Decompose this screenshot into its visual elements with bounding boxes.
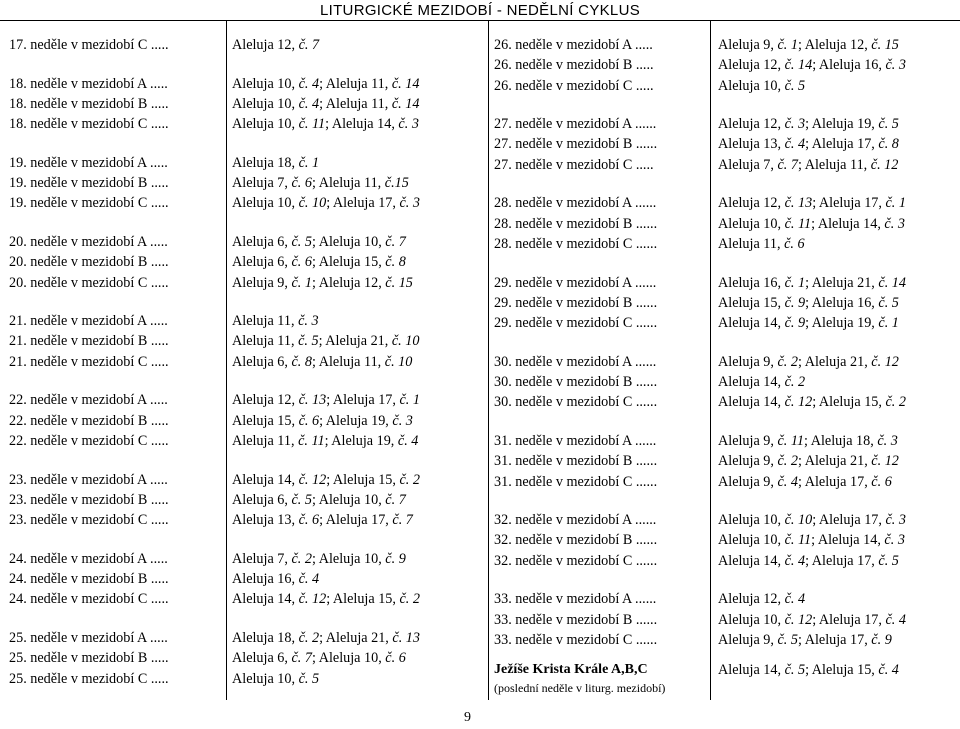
right-sunday-label: 30. neděle v mezidobí B ...... [494, 374, 658, 391]
left-sunday-label: 21. neděle v mezidobí A ..... [9, 313, 168, 330]
left-sunday-label: 20. neděle v mezidobí C ..... [9, 274, 169, 291]
left-sunday-label: 18. neděle v mezidobí A ..... [9, 75, 168, 92]
right-reading-label: Aleluja 14, č. 4; Aleluja 17, č. 5 [718, 552, 899, 569]
right-reading-label: Aleluja 9, č. 5; Aleluja 17, č. 9 [718, 631, 892, 648]
divider-left [226, 20, 227, 700]
left-sunday-label: 19. neděle v mezidobí B ..... [9, 175, 169, 192]
left-sunday-label: 20. neděle v mezidobí A ..... [9, 233, 168, 250]
left-reading-label: Aleluja 12, č. 7 [232, 37, 320, 53]
left-reading-label: Aleluja 6, č. 5; Aleluja 10, č. 7 [232, 233, 406, 250]
right-sunday-label: 33. neděle v mezidobí C ...... [494, 631, 658, 648]
left-reading-label: Aleluja 7, č. 6; Aleluja 11, č.15 [232, 175, 409, 192]
left-sunday-label: 24. neděle v mezidobí C ..... [9, 591, 169, 608]
left-reading-label: Aleluja 10, č. 11; Aleluja 14, č. 3 [232, 116, 419, 133]
king-sunday-reading: Aleluja 14, č. 5; Aleluja 15, č. 4 [718, 662, 899, 679]
left-reading-label: Aleluja 14, č. 12; Aleluja 15, č. 2 [232, 591, 420, 608]
right-sunday-label: 32. neděle v mezidobí C ...... [494, 552, 658, 569]
right-reading-label: Aleluja 12, č. 13; Aleluja 17, č. 1 [718, 195, 906, 212]
left-reading-label: Aleluja 10, č. 5 [232, 670, 320, 687]
right-readings-column [718, 35, 958, 681]
right-sunday-label: 30. neděle v mezidobí A ...... [494, 353, 657, 370]
left-reading-label: Aleluja 10, č. 4; Aleluja 11, č. 14 [232, 95, 420, 112]
right-reading-label: Aleluja 10, č. 12; Aleluja 17, č. 4 [718, 611, 906, 628]
right-sunday-label: 31. neděle v mezidobí B ...... [494, 453, 658, 470]
right-reading-label: Aleluja 12, č. 4 [718, 591, 806, 608]
right-sundays-column [494, 35, 708, 696]
left-sunday-label: 22. neděle v mezidobí C ..... [9, 432, 169, 449]
left-sundays-column [9, 35, 224, 689]
left-reading-label: Aleluja 18, č. 2; Aleluja 21, č. 13 [232, 629, 420, 646]
right-sunday-label: 32. neděle v mezidobí A ...... [494, 512, 657, 529]
right-sunday-label: 28. neděle v mezidobí A ...... [494, 195, 657, 212]
left-sunday-label: 21. neděle v mezidobí B ..... [9, 333, 169, 350]
right-reading-label: Aleluja 10, č. 11; Aleluja 14, č. 3 [718, 215, 905, 232]
right-reading-label: Aleluja 9, č. 1; Aleluja 12, č. 15 [718, 37, 899, 53]
left-reading-label: Aleluja 10, č. 10; Aleluja 17, č. 3 [232, 195, 420, 212]
page-title: LITURGICKÉ MEZIDOBÍ - NEDĚLNÍ CYKLUS [319, 2, 641, 19]
left-sunday-label: 25. neděle v mezidobí B ..... [9, 650, 169, 667]
king-sunday-title: Ježíše Krista Krále A,B,C [494, 662, 648, 678]
left-reading-label: Aleluja 18, č. 1 [232, 154, 320, 171]
left-reading-label: Aleluja 15, č. 6; Aleluja 19, č. 3 [232, 412, 413, 429]
right-sunday-label: 30. neděle v mezidobí C ...... [494, 394, 658, 411]
right-reading-label: Aleluja 15, č. 9; Aleluja 16, č. 5 [718, 294, 899, 311]
right-reading-label: Aleluja 13, č. 4; Aleluja 17, č. 8 [718, 136, 899, 153]
right-sunday-label: 33. neděle v mezidobí A ...... [494, 591, 657, 608]
divider-middle [488, 20, 489, 700]
left-reading-label: Aleluja 9, č. 1; Aleluja 12, č. 15 [232, 274, 413, 291]
left-reading-label: Aleluja 7, č. 2; Aleluja 10, č. 9 [232, 550, 406, 567]
left-reading-label: Aleluja 13, č. 6; Aleluja 17, č. 7 [232, 512, 413, 529]
left-reading-label: Aleluja 6, č. 8; Aleluja 11, č. 10 [232, 353, 413, 370]
left-reading-label: Aleluja 10, č. 4; Aleluja 11, č. 14 [232, 75, 420, 92]
right-reading-label: Aleluja 14, č. 12; Aleluja 15, č. 2 [718, 394, 906, 411]
right-reading-label: Aleluja 10, č. 10; Aleluja 17, č. 3 [718, 512, 906, 529]
left-reading-label: Aleluja 11, č. 5; Aleluja 21, č. 10 [232, 333, 420, 350]
right-sunday-label: 26. neděle v mezidobí B ..... [494, 57, 654, 74]
left-sunday-label: 25. neděle v mezidobí C ..... [9, 670, 169, 687]
left-reading-label: Aleluja 6, č. 6; Aleluja 15, č. 8 [232, 254, 406, 271]
left-sunday-label: 24. neděle v mezidobí A ..... [9, 550, 168, 567]
right-reading-label: Aleluja 9, č. 11; Aleluja 18, č. 3 [718, 432, 898, 449]
right-reading-label: Aleluja 10, č. 11; Aleluja 14, č. 3 [718, 532, 905, 549]
left-sunday-label: 23. neděle v mezidobí A ..... [9, 471, 168, 488]
left-sunday-label: 17. neděle v mezidobí C ..... [9, 37, 169, 53]
right-reading-label: Aleluja 7, č. 7; Aleluja 11, č. 12 [718, 156, 899, 173]
left-reading-label: Aleluja 11, č. 3 [232, 313, 319, 330]
king-sunday-note: (poslední neděle v liturg. mezidobí) [494, 681, 666, 696]
right-sunday-label: 29. neděle v mezidobí A ...... [494, 274, 657, 291]
right-sunday-label: 28. neděle v mezidobí B ...... [494, 215, 658, 232]
left-sunday-label: 19. neděle v mezidobí A ..... [9, 154, 168, 171]
left-sunday-label: 18. neděle v mezidobí C ..... [9, 116, 169, 133]
right-sunday-label: 28. neděle v mezidobí C ...... [494, 235, 658, 252]
right-sunday-label: 31. neděle v mezidobí C ...... [494, 473, 658, 490]
right-reading-label: Aleluja 14, č. 2 [718, 374, 806, 391]
left-reading-label: Aleluja 6, č. 5; Aleluja 10, č. 7 [232, 491, 406, 508]
page-number: 9 [464, 710, 471, 725]
left-reading-label: Aleluja 6, č. 7; Aleluja 10, č. 6 [232, 650, 406, 667]
left-sunday-label: 19. neděle v mezidobí C ..... [9, 195, 169, 212]
right-reading-label: Aleluja 16, č. 1; Aleluja 21, č. 14 [718, 274, 906, 291]
left-sunday-label: 23. neděle v mezidobí C ..... [9, 512, 169, 529]
left-readings-column [232, 35, 486, 689]
left-sunday-label: 24. neděle v mezidobí B ..... [9, 571, 169, 588]
left-sunday-label: 18. neděle v mezidobí B ..... [9, 95, 169, 112]
left-sunday-label: 25. neděle v mezidobí A ..... [9, 629, 168, 646]
divider-right [710, 20, 711, 700]
right-sunday-label: 27. neděle v mezidobí B ...... [494, 136, 658, 153]
right-sunday-label: 26. neděle v mezidobí C ..... [494, 77, 654, 94]
right-sunday-label: 27. neděle v mezidobí C ..... [494, 156, 654, 173]
right-sunday-label: 29. neděle v mezidobí B ...... [494, 294, 658, 311]
left-reading-label: Aleluja 16, č. 4 [232, 571, 320, 588]
right-reading-label: Aleluja 9, č. 2; Aleluja 21, č. 12 [718, 453, 899, 470]
left-sunday-label: 22. neděle v mezidobí A ..... [9, 392, 168, 409]
right-reading-label: Aleluja 9, č. 4; Aleluja 17, č. 6 [718, 473, 892, 490]
right-reading-label: Aleluja 11, č. 6 [718, 235, 805, 252]
right-reading-label: Aleluja 12, č. 14; Aleluja 16, č. 3 [718, 57, 906, 74]
right-sunday-label: 33. neděle v mezidobí B ...... [494, 611, 658, 628]
left-reading-label: Aleluja 12, č. 13; Aleluja 17, č. 1 [232, 392, 420, 409]
right-sunday-label: 32. neděle v mezidobí B ...... [494, 532, 658, 549]
right-reading-label: Aleluja 9, č. 2; Aleluja 21, č. 12 [718, 353, 899, 370]
left-sunday-label: 21. neděle v mezidobí C ..... [9, 353, 169, 370]
right-reading-label: Aleluja 12, č. 3; Aleluja 19, č. 5 [718, 116, 899, 133]
left-sunday-label: 20. neděle v mezidobí B ..... [9, 254, 169, 271]
left-sunday-label: 22. neděle v mezidobí B ..... [9, 412, 169, 429]
right-sunday-label: 31. neděle v mezidobí A ...... [494, 432, 657, 449]
right-reading-label: Aleluja 10, č. 5 [718, 77, 806, 94]
right-sunday-label: 27. neděle v mezidobí A ...... [494, 116, 657, 133]
right-sunday-label: 29. neděle v mezidobí C ...... [494, 315, 658, 332]
left-sunday-label: 23. neděle v mezidobí B ..... [9, 491, 169, 508]
right-sunday-label: 26. neděle v mezidobí A ..... [494, 37, 653, 53]
left-reading-label: Aleluja 11, č. 11; Aleluja 19, č. 4 [232, 432, 419, 449]
left-reading-label: Aleluja 14, č. 12; Aleluja 15, č. 2 [232, 471, 420, 488]
right-reading-label: Aleluja 14, č. 9; Aleluja 19, č. 1 [718, 315, 899, 332]
